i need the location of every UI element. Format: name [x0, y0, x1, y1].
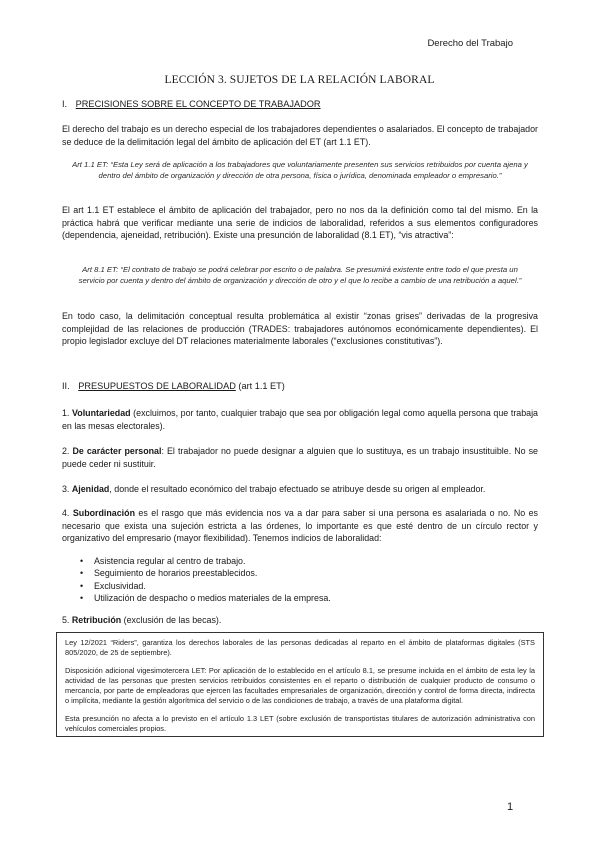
list-item: • Asistencia regular al centro de trabajo.: [80, 555, 331, 567]
page-title: LECCIÓN 3. SUJETOS DE LA RELACIÓN LABORAL: [164, 74, 435, 86]
criterion-term: De carácter personal: [72, 446, 162, 456]
section-1-number: I.: [62, 99, 68, 109]
note-paragraph-1: Ley 12/2021 “Riders”, garantiza los derechos laborales de las personas dedicadas al reparto en el ámbito de plataformas digitales (STS 805/2020, de 25 de septiembre).: [65, 638, 535, 658]
criterion-number: 1.: [62, 408, 73, 418]
quote-art-8-1: Art 8.1 ET: “El contrato de trabajo se podrá celebrar por escrito o de palabra. Se presumirá existente entre todo el que presta un servicio por cuenta y dentro del ámbito de organización y dirección de otro y el que lo recibe a cambio de una retribución a aquel.”: [78, 265, 522, 285]
criterion-number: 3.: [62, 484, 72, 494]
criterion-2: [62, 445, 538, 470]
section-1-paragraph-2: [62, 204, 538, 242]
section-2-title-suffix: (art 1.1 ET): [235, 381, 285, 391]
section-2-title: PRESUPUESTOS DE LABORALIDAD: [78, 381, 236, 391]
section-1-paragraph-1: [62, 123, 538, 148]
criterion-term: Subordinación: [72, 508, 135, 518]
riders-law-note-box: [56, 632, 544, 737]
quote-art-1-1: Art 1.1 ET: “Esta Ley será de aplicación a los trabajadores que voluntariamente presenten sus servicios retribuidos por cuenta ajena y dentro del ámbito de organización y dirección de otra persona, física o jurídica, denominada empleador o empresario.”: [72, 160, 528, 180]
criterion-number: 4.: [62, 508, 73, 518]
criterion-text: (excluimos, por tanto, cualquier trabajo que sea por obligación legal como aquella persona que trabaja en las mesas electorales).: [62, 408, 538, 431]
criterion-term: Voluntariedad: [72, 408, 131, 418]
running-header: Derecho del Trabajo: [427, 38, 513, 49]
criterion-number: 5.: [62, 615, 72, 625]
criterion-term: Ajenidad: [71, 484, 110, 494]
list-item: • Seguimiento de horarios preestablecidos.: [80, 567, 331, 579]
criterion-term: Retribución: [71, 615, 122, 625]
criterion-3: [62, 483, 538, 496]
paragraph-text: En todo caso, la delimitación conceptual resulta problemática al existir “zonas grises” derivadas de la progresiva complejidad de las relaciones de producción (TRADES: trabajadores autónomos económicamente dependientes). El propio legislador excluye del DT relaciones materialmente laborales (“exclusiones constitutivas”).: [62, 311, 538, 347]
note-paragraph-2: Disposición adicional vigesimotercera LET: Por aplicación de lo establecido en el artículo 8.1, se presume incluida en el ámbito de esta ley la actividad de las personas que presten servicios retribuidos consistentes en el reparto o distribución de cualquier producto de consumo o mercancía, por parte de empleadoras que ejercen las facultades empresariales de organización, dirección y control de forma directa, indirecta o implícita, mediante la gestión algorítmica del servicio o de las condiciones de trabajo, a través de una plataforma digital.: [65, 665, 535, 706]
list-item: • Utilización de despacho o medios materiales de la empresa.: [80, 592, 331, 604]
criterion-5: [62, 614, 538, 627]
section-2-number: II.: [62, 381, 70, 391]
page-number: 1: [507, 801, 514, 813]
note-paragraph-3: Esta presunción no afecta a lo previsto en el artículo 1.3 LET (sobre exclusión de transportistas titulares de autorización administrativa con vehículos comerciales propios.: [65, 713, 535, 734]
criterion-1: [62, 407, 538, 432]
laborality-indicators-list: [80, 555, 331, 605]
criterion-text: , donde el resultado económico del trabajo efectuado se atribuye desde su origen al empleador.: [109, 484, 486, 494]
criterion-number: 2.: [62, 446, 73, 456]
criterion-text: : El trabajador no puede designar a alguien que lo sustituya, es un trabajo insustituible. No se puede ceder ni sustituir.: [62, 446, 538, 469]
section-1-title: PRECISIONES SOBRE EL CONCEPTO DE TRABAJADOR: [75, 99, 321, 109]
paragraph-text: El art 1.1 ET establece el ámbito de aplicación del trabajador, pero no nos da la definición como tal del mismo. En la práctica habrá que verificar mediante una serie de indicios de laboralidad, referidos a sus elementos configuradores (dependencia, ajeneidad, retribución). Existe una presunción de laboralidad (8.1 ET), “vis atractiva”:: [62, 205, 538, 241]
paragraph-text: El derecho del trabajo es un derecho especial de los trabajadores dependientes o asalariados. El concepto de trabajador se deduce de la delimitación legal del ámbito de aplicación del ET (art 1.1 ET).: [62, 124, 538, 147]
criterion-text: es el rasgo que más evidencia nos va a dar para saber si una persona es asalariada o no. No es necesario que exista una sujeción estricta a las órdenes, lo importante es que esté dentro de un círculo rector y organizativo del empresario (mayor flexibilidad). Tenemos indicios de laboralidad:: [62, 508, 538, 544]
criterion-text: (exclusión de las becas).: [121, 615, 222, 625]
section-1-paragraph-3: [62, 310, 538, 348]
list-item: • Exclusividad.: [80, 580, 331, 592]
section-2-heading: [62, 381, 285, 391]
section-1-heading: [62, 99, 321, 109]
criterion-4: [62, 507, 538, 545]
